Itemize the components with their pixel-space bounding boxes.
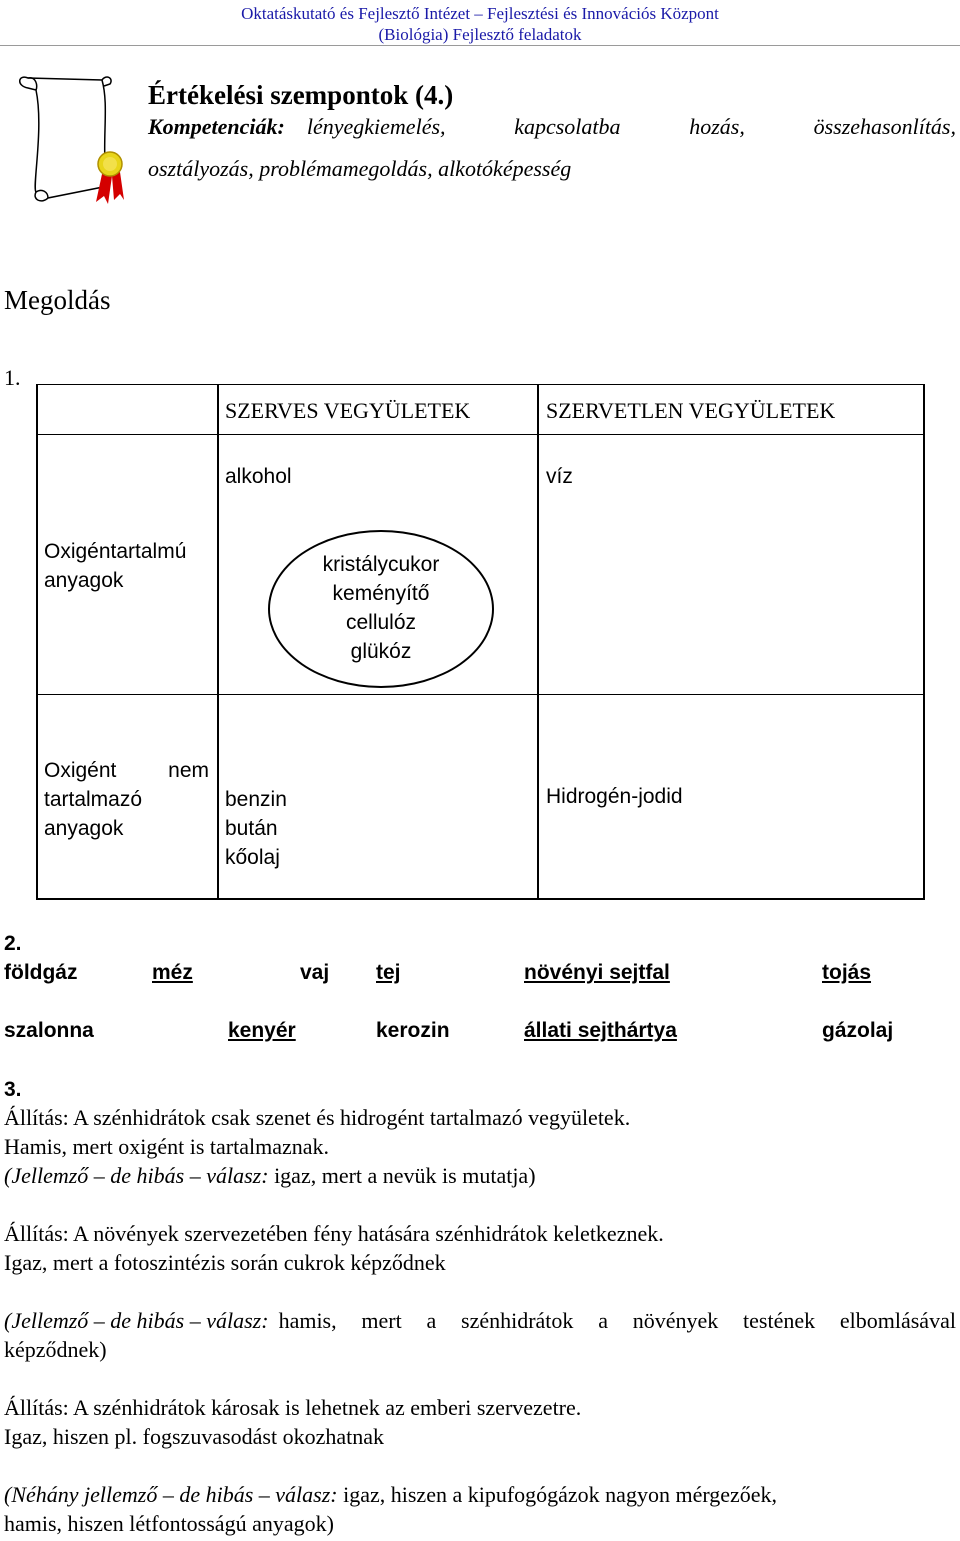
task2-number: 2. [4, 932, 22, 955]
word-kenyer: kenyér [228, 1019, 296, 1042]
answer-3: Igaz, hiszen pl. fogszuvasodást okozhatnak [4, 1424, 384, 1449]
section-title: Értékelési szempontok (4.) [148, 80, 454, 110]
word-allati-sejthartya: állati sejthártya [524, 1019, 677, 1042]
competencies-line-2: osztályozás, problémamegoldás, alkotóképesség [148, 156, 572, 181]
competencies-line-1 [148, 114, 956, 140]
cell-hydrogen-iodide: Hidrogén-jodid [546, 785, 683, 808]
word-szalonna: szalonna [4, 1019, 94, 1042]
wrong-answer-2: (Jellemző – de hibás – válasz: hamis, mert a szénhidrátok a növények testének elbomlásával [4, 1308, 956, 1333]
word-vaj: vaj [300, 961, 330, 984]
competencies-text-1: lényegkiemelés, kapcsolatba hozás, összehasonlítás, [306, 114, 956, 139]
word-novenyi-sejtfal: növényi sejtfal [524, 961, 670, 984]
circled-group: kristálycukor keményítő cellulóz glükóz [322, 553, 440, 663]
scroll-ribbon-icon [14, 68, 134, 208]
wrong-answer-3-cont: hamis, hiszen létfontosságú anyagok) [4, 1511, 334, 1536]
competencies-label: Kompetenciák: [148, 114, 285, 139]
cell-viz: víz [546, 465, 573, 488]
word-tej: tej [376, 961, 401, 984]
word-foldgaz: földgáz [4, 961, 78, 984]
task1-number: 1. [4, 365, 21, 390]
claim-2: Állítás: A növények szervezetében fény hatására szénhidrátok keletkeznek. [4, 1221, 664, 1246]
claim-1: Állítás: A szénhidrátok csak szenet és hidrogént tartalmazó vegyületek. [4, 1105, 631, 1130]
word-mez: méz [152, 961, 193, 984]
row-label-no-oxygen: Oxigént nem tartalmazó anyagok [44, 759, 209, 840]
header-rule [0, 45, 960, 46]
wrong-answer-3: (Néhány jellemző – de hibás – válasz: igaz, hiszen a kipufogógázok nagyon mérgezőek, [4, 1482, 778, 1507]
word-kerozin: kerozin [376, 1019, 450, 1042]
task3-number: 3. [4, 1078, 22, 1101]
word-tojas: tojás [822, 961, 872, 984]
wrong-answer-1: (Jellemző – de hibás – válasz: igaz, mert a nevük is mutatja) [4, 1163, 536, 1188]
col-header-inorganic: SZERVETLEN VEGYÜLETEK [546, 398, 836, 423]
cell-alkohol: alkohol [225, 465, 292, 488]
solution-heading: Megoldás [4, 285, 111, 315]
cell-hydrocarbons: benzin bután kőolaj [225, 788, 287, 869]
row-label-oxygen: Oxigéntartalmú anyagok [44, 540, 187, 592]
answer-1: Hamis, mert oxigént is tartalmaznak. [4, 1134, 330, 1159]
col-header-organic: SZERVES VEGYÜLETEK [225, 398, 471, 423]
claim-3: Állítás: A szénhidrátok károsak is lehetnek az emberi szervezetre. [4, 1395, 582, 1420]
answer-2: Igaz, mert a fotoszintézis során cukrok képződnek [4, 1250, 446, 1275]
header-line-1: Oktatáskutató és Fejlesztő Intézet – Fejlesztési és Innovációs Központ [241, 4, 719, 23]
wrong-answer-2-cont: képződnek) [4, 1337, 107, 1362]
header-line-2: (Biológia) Fejlesztő feladatok [378, 25, 582, 44]
word-gazolaj: gázolaj [822, 1019, 894, 1042]
